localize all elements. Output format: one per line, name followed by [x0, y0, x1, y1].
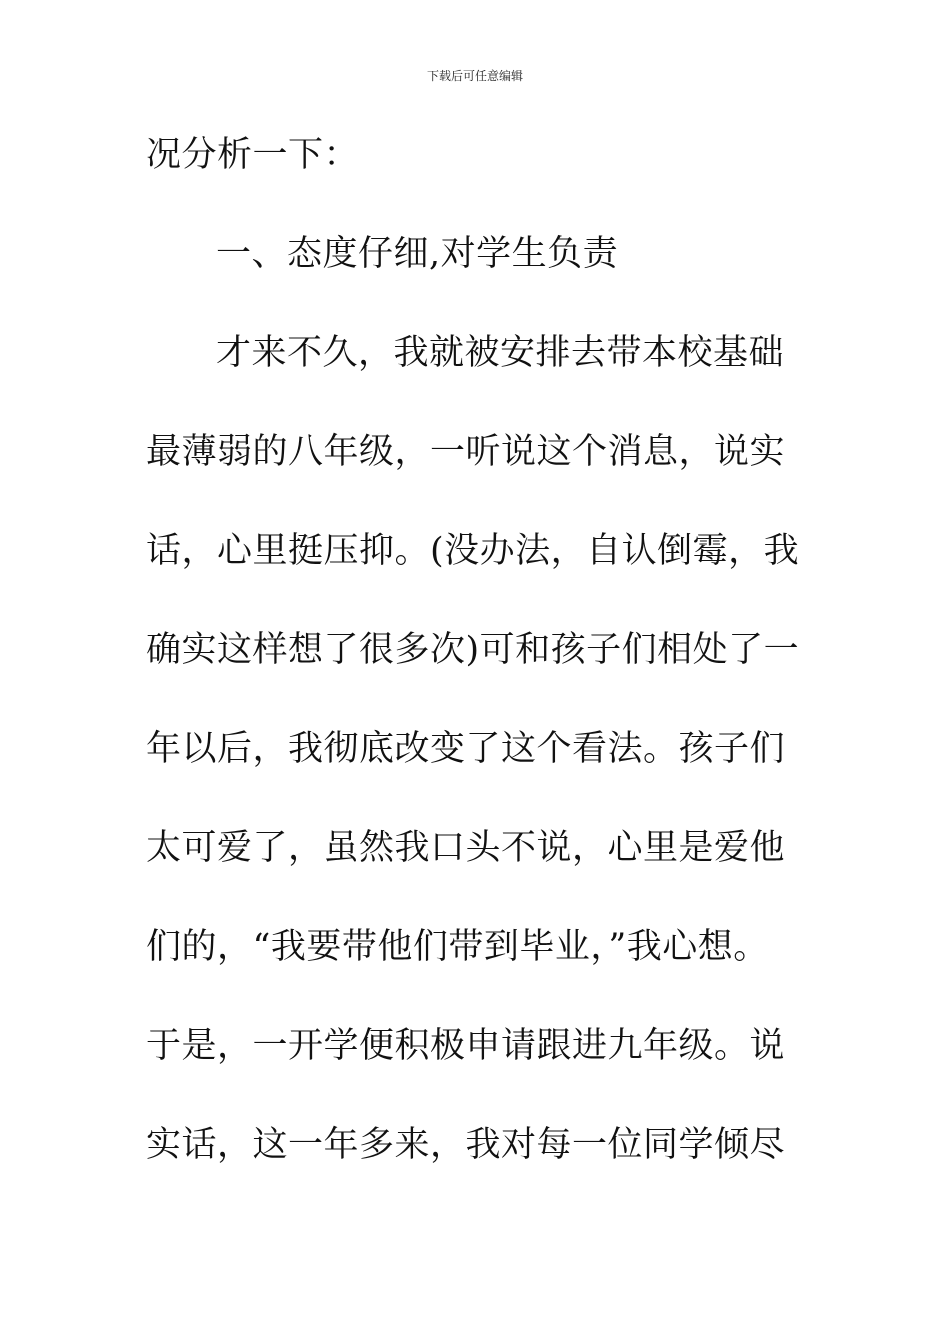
text-line-7: 年以后，我彻底改变了这个看法。孩子们	[146, 729, 786, 769]
page-header-note: 下载后可任意编辑	[426, 69, 523, 83]
text-line-8: 太可爱了，虽然我口头不说，心里是爱他	[146, 828, 786, 868]
text-line-4: 最薄弱的八年级，一听说这个消息，说实	[146, 432, 786, 472]
text-line-1: 况分析一下：	[146, 135, 360, 175]
text-line-5: 话，心里挺压抑。(没办法，自认倒霉，我	[146, 531, 800, 571]
section-heading: 一、态度仔细,对学生负责	[216, 234, 619, 274]
text-line-6: 确实这样想了很多次)可和孩子们相处了一	[146, 630, 800, 670]
text-line-11: 实话，这一年多来，我对每一位同学倾尽	[146, 1125, 786, 1165]
text-line-9: 们的，“我要带他们带到毕业，”我心想。	[146, 927, 769, 967]
paragraph-first-line: 才来不久，我就被安排去带本校基础	[216, 333, 785, 373]
text-line-10: 于是，一开学便积极申请跟进九年级。说	[146, 1026, 786, 1066]
document-body	[146, 130, 826, 1219]
